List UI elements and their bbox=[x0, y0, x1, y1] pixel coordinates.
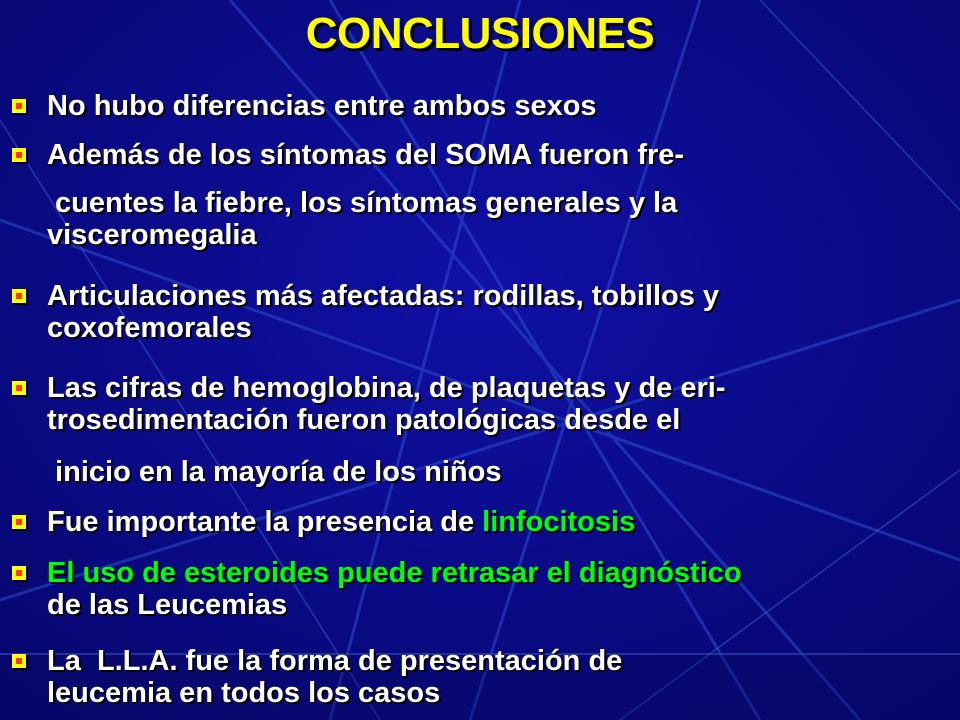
bullet-text: No hubo diferencias entre ambos sexos bbox=[47, 90, 597, 122]
checkbox-bullet-icon bbox=[12, 515, 26, 529]
bullet-text-line: de las Leucemias bbox=[47, 589, 288, 621]
bullet-text: Las cifras de hemoglobina, de plaquetas y de eri- bbox=[47, 372, 726, 404]
bullet-text: El uso de esteroides puede retrasar el diagnóstico bbox=[47, 557, 742, 589]
bullet-text-line: coxofemorales bbox=[47, 312, 252, 344]
bullet-text-prefix: Fue importante la presencia de bbox=[47, 506, 483, 538]
highlighted-term: linfocitosis bbox=[482, 506, 636, 538]
checkbox-bullet-icon bbox=[12, 289, 26, 303]
checkbox-bullet-icon bbox=[12, 99, 26, 113]
bullet-continuation: inicio en la mayoría de los niños bbox=[47, 456, 502, 488]
checkbox-bullet-icon bbox=[12, 654, 26, 668]
bullet-text bbox=[47, 506, 635, 538]
bullet-text: La L.L.A. fue la forma de presentación de bbox=[47, 645, 623, 677]
bullet-text-line: leucemia en todos los casos bbox=[47, 677, 441, 709]
slide-title: CONCLUSIONES bbox=[305, 9, 655, 58]
bullet-continuation: visceromegalia bbox=[47, 219, 257, 251]
checkbox-bullet-icon bbox=[12, 566, 26, 580]
bullet-text: Además de los síntomas del SOMA fueron fre- bbox=[47, 139, 685, 171]
bullet-text: Articulaciones más afectadas: rodillas, tobillos y bbox=[47, 280, 720, 312]
checkbox-bullet-icon bbox=[12, 148, 26, 162]
bullet-continuation: cuentes la fiebre, los síntomas generales y la bbox=[47, 187, 678, 219]
checkbox-bullet-icon bbox=[12, 381, 26, 395]
bullet-text-line: trosedimentación fueron patológicas desde el bbox=[47, 404, 681, 436]
